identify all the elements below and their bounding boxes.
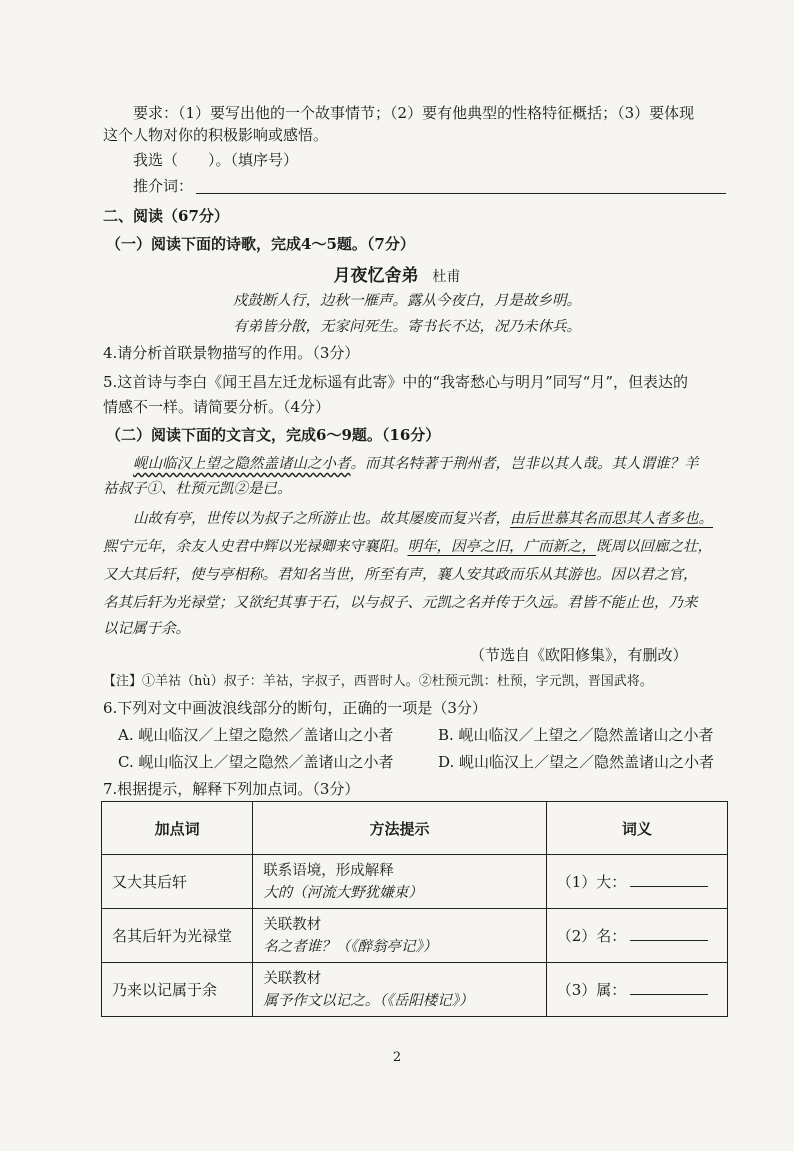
header-meaning: 词义 <box>546 802 727 855</box>
question-5-line-2: 情感不一样。请简要分析。（4分） <box>103 398 331 416</box>
question-5-line-1: 5.这首诗与李白《闻王昌左迁龙标遥有此寄》中的“我寄愁心与明月”同写“月”，但表达的 <box>103 373 688 391</box>
passage-p2-line-1 <box>133 509 713 529</box>
underlined-sentence-2: 明年，因亭之旧，广而新之， <box>407 539 596 555</box>
passage-line-2: 祜叔子①、杜预元凯②是已。 <box>103 481 292 497</box>
passage-line-1 <box>133 454 699 474</box>
poem-author: 杜甫 <box>432 269 461 285</box>
word-cell: 乃来以记属于余 <box>102 963 253 1017</box>
underlined-sentence-1: 由后世慕其名而思其人者多也。 <box>510 511 713 527</box>
table-row <box>102 909 728 963</box>
option-c[interactable]: C. 岘山临汉上／望之隐然／盖诸山之小者 <box>118 753 394 771</box>
hint-line-2: 大的（河流大野犹嫌束） <box>263 884 423 901</box>
question-7: 7.根据提示，解释下列加点词。（3分） <box>103 780 360 798</box>
poem-title-text: 月夜忆舍弟 <box>333 266 419 286</box>
poem-line-1: 戍鼓断人行，边秋一雁声。露从今夜白，月是故乡明。 <box>233 293 581 309</box>
word-cell: 又大其后轩 <box>102 855 253 909</box>
passage-p2-line-4: 名其后轩为光禄堂；又欲纪其事于石，以与叔子、元凯之名并传于久远。君皆不能止也，乃来 <box>103 595 698 611</box>
requirement-line-2: 这个人物对你的积极影响或感悟。 <box>103 126 329 144</box>
header-word: 加点词 <box>102 802 253 855</box>
recommend-label: 推介词： <box>133 177 194 195</box>
passage-p2-line-3: 又大其后轩，使与亭相称。君知名当世，所至有声，襄人安其政而乐从其游也。因以君之官， <box>103 567 698 583</box>
answer-label: （1）大： <box>556 873 627 891</box>
hint-line-1: 关联教材 <box>263 916 322 933</box>
requirement-line-1: 要求：（1）要写出他的一个故事情节；（2）要有他典型的性格特征概括；（3）要体现 <box>133 104 695 122</box>
answer-blank[interactable] <box>630 980 708 995</box>
hint-line-2: 名之者谁？（《醉翁亭记》） <box>263 938 438 955</box>
answer-blank[interactable] <box>630 872 708 887</box>
part2-heading: （二）阅读下面的文言文，完成6～9题。（16分） <box>106 426 441 444</box>
answer-label: （2）名： <box>556 927 627 945</box>
passage-p2-line-1-text: 山故有亭，世传以为叔子之所游止也。故其屡废而复兴者， <box>133 511 510 527</box>
annotation-note: 【注】①羊祜（hù）叔子：羊祜，字叔子，西晋时人。②杜预元凯：杜预，字元凯，晋国武将。 <box>103 674 653 689</box>
option-b[interactable]: B. 岘山临汉／上望之／隐然盖诸山之小者 <box>438 726 714 744</box>
poem-line-2: 有弟皆分散，无家问死生。寄书长不达，况乃未休兵。 <box>233 319 581 335</box>
passage-p2-line-2-rest: 既周以回廊之壮， <box>596 539 712 555</box>
hint-cell <box>253 909 546 963</box>
answer-cell <box>546 963 727 1017</box>
passage-line-1-rest: 。而其名特著于荆州者，岂非以其人哉。其人谓谁？羊 <box>350 456 699 472</box>
answer-cell <box>546 855 727 909</box>
passage-p2-line-2 <box>103 537 712 557</box>
option-a[interactable]: A. 岘山临汉／上望之隐然／盖诸山之小者 <box>118 726 394 744</box>
wavy-underlined-sentence: 岘山临汉上望之隐然盖诸山之小者 <box>133 456 351 472</box>
passage-source: （节选自《欧阳修集》，有删改） <box>470 646 688 664</box>
section-heading: 二、阅读（67分） <box>103 207 229 225</box>
hint-line-1: 关联教材 <box>263 970 322 987</box>
choice-prompt: 我选（ ）。（填序号） <box>133 151 299 169</box>
option-d[interactable]: D. 岘山临汉上／望之／隐然盖诸山之小者 <box>438 753 715 771</box>
question-7-table <box>101 801 728 1017</box>
recommend-answer-line[interactable] <box>196 193 726 194</box>
table-row <box>102 963 728 1017</box>
poem-title <box>0 261 794 286</box>
answer-cell <box>546 909 727 963</box>
hint-line-2: 属予作文以记之。（《岳阳楼记》） <box>263 992 474 1009</box>
question-6: 6.下列对文中画波浪线部分的断句，正确的一项是（3分） <box>103 699 487 717</box>
hint-cell <box>253 855 546 909</box>
part1-heading: （一）阅读下面的诗歌，完成4～5题。（7分） <box>106 235 415 253</box>
table-row <box>102 855 728 909</box>
hint-line-1: 联系语境，形成解释 <box>263 862 394 879</box>
passage-p2-line-5: 以记属于余。 <box>103 621 190 637</box>
word-cell: 名其后轩为光禄堂 <box>102 909 253 963</box>
table-header-row <box>102 802 728 855</box>
question-4: 4.请分析首联景物描写的作用。（3分） <box>103 344 360 362</box>
answer-label: （3）属： <box>556 981 627 999</box>
hint-cell <box>253 963 546 1017</box>
passage-p2-line-2-text: 熙宁元年，余友人史君中辉以光禄卿来守襄阳。 <box>103 539 408 555</box>
answer-blank[interactable] <box>630 926 708 941</box>
page-number: 2 <box>392 1050 402 1065</box>
header-method: 方法提示 <box>253 802 546 855</box>
